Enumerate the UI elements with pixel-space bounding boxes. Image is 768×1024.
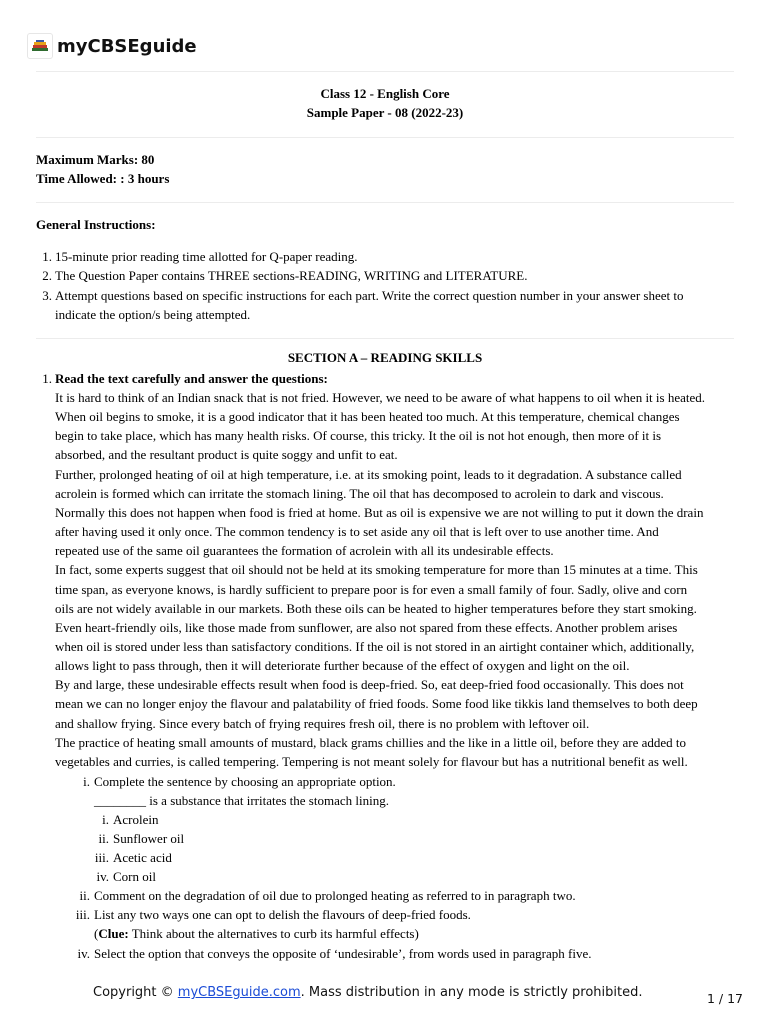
paper-title: Class 12 - English Core [320,86,450,101]
option-text: Sunflower oil [113,831,185,846]
passage-line: oils are not widely available in our markets. Both these oils can be heated to higher temperatures before they start smoking. [55,600,697,616]
section-a-heading: SECTION A – READING SKILLS [287,350,483,365]
clue-label: Clue: [98,926,129,941]
passage-line: and shallow frying. Since every batch of frying requires fresh oil, there is no problem with leftover oil. [55,715,590,731]
option-text: Acetic acid [113,850,172,865]
passage-line: The practice of heating small amounts of mustard, black grams chillies and the like in a little oil, before they are added to [55,734,687,750]
question-instruction: Read the text carefully and answer the questions: [55,371,328,386]
sub-question-text: Select the option that conveys the opposite of ‘undesirable’, from words used in paragraph five. [94,946,592,961]
instruction-text: Attempt questions based on specific instructions for each part. Write the correct question number in your answer sheet to [55,287,684,303]
brand-header [27,33,197,59]
copyright-text: Copyright © [93,985,178,1000]
book-stack-logo-icon [27,33,53,59]
passage-line: acrolein is formed which can irritate the stomach lining. The oil that has decomposed to acrolein to dark and viscous. [55,485,664,501]
sub-question-number: iii. [75,907,90,922]
passage-line: It is hard to think of an Indian snack that is not fried. However, we need to be aware of what happens to oil when it is heated. [55,390,706,405]
option-text: Acrolein [113,812,159,827]
instruction-number: 3. [42,287,52,303]
copyright-suffix: . Mass distribution in any mode is strictly prohibited. [300,985,643,1000]
option-number: ii. [98,831,109,846]
option-number: iii. [94,850,109,865]
brand-name: myCBSEguide [57,35,197,57]
instruction-text: The Question Paper contains THREE sections-READING, WRITING and LITERATURE. [55,268,528,284]
copyright-footer [93,985,642,1000]
divider [36,338,734,339]
passage-line: allows light to pass through, then it will deteriorate further because of the effect of oxygen and light on the oil. [55,658,630,674]
question-number: 1. [42,371,52,386]
sub-question-text: Complete the sentence by choosing an appropriate option. [94,774,396,789]
sub-question-number: i. [83,774,90,789]
maximum-marks: Maximum Marks: 80 [36,152,155,167]
passage-line: absorbed, and the resultant product is quite soggy and unfit to eat. [55,447,398,463]
option-number: i. [102,812,109,827]
sub-question-number: iv. [77,946,90,961]
sub-question-number: ii. [79,888,90,903]
instruction-text: indicate the option/s being attempted. [55,306,251,322]
general-instructions-heading: General Instructions: [36,217,156,232]
time-allowed: Time Allowed: : 3 hours [36,171,170,186]
passage-line: Normally this does not happen when food is fried at home. But as oil is expensive we are not willing to put it down the drain [55,504,704,520]
clue-text: Think about the alternatives to curb its harmful effects) [128,926,419,941]
passage-line: time span, as everyone knows, is hardly sufficient to prepare poor is for even a small family of four. Sadly, olive and corn [55,581,688,597]
clue-line [94,924,419,943]
instruction-number: 2. [42,268,52,284]
passage-line: Even heart-friendly oils, like those made from sunflower, are also not spared from these effects. Another problem arises [55,619,678,635]
passage-line: When oil begins to smoke, it is a good indicator that it has been heated too much. At this temperature, chemical changes [55,409,680,425]
clue-open: ( [94,926,99,941]
passage-line: By and large, these undesirable effects result when food is deep-fried. So, eat deep-fried food occasionally. This does not [55,677,684,693]
divider [36,71,734,72]
paper-subtitle: Sample Paper - 08 (2022-23) [306,105,464,120]
divider [36,137,734,138]
passage-line: repeated use of the same oil guarantees the formation of acrolein with all its undesirable effects. [55,543,554,559]
passage-line: In fact, some experts suggest that oil should not be held at its smoking temperature for more than 15 minutes at a time. This [55,562,698,578]
passage-line: mean we can no longer enjoy the flavour and palatability of fried foods. Some food like tikkis land themselves to both deep [55,696,698,712]
sub-question-text: ________ is a substance that irritates the stomach lining. [94,793,389,808]
instruction-text: 15-minute prior reading time allotted for Q-paper reading. [55,249,358,264]
passage-line: after having used it only once. The common tendency is to set aside any oil that is left over to use another time. And [55,524,659,540]
option-text: Corn oil [113,869,156,884]
divider [36,202,734,203]
sub-question-text: List any two ways one can opt to delish the flavours of deep-fried foods. [94,907,471,922]
option-number: iv. [96,869,109,884]
mycbseguide-link[interactable]: myCBSEguide.com [177,985,301,1000]
passage-line: when oil is stored under less than satisfactory conditions. If the oil is not stored in an airtight container which, additionally, [55,638,695,654]
sub-question-text: Comment on the degradation of oil due to prolonged heating as referred to in paragraph two. [94,888,576,903]
passage-line: Further, prolonged heating of oil at high temperature, i.e. at its smoking point, leads to it degradation. A substance called [55,466,682,482]
passage-line: vegetables and curries, is called tempering. Tempering is not meant solely for flavour but has a nutritional benefit as well. [55,753,688,769]
instruction-number: 1. [42,249,52,264]
page-number: 1 / 17 [706,991,743,1006]
passage-line: begin to take place, which has many health risks. Of course, this tricky. It the oil is not hot enough, then more of it is [55,428,662,444]
